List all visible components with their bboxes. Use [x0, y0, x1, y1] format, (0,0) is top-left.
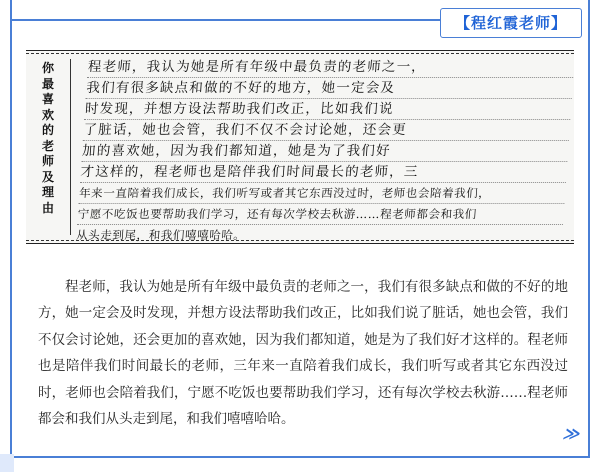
scan-top-dashed-line	[26, 53, 574, 54]
transcription-paragraph: 程老师，我认为她是所有年级中最负责的老师之一，我们有很多缺点和做的不好的地方，她一定会及时发现，并想方设法帮助我们改正，比如我们说了脏话，她也会管，我们不仅会讨论她，还会更加的喜欢她，因为我们都知道，她是为了我们好才这样的。程老师也是陪伴我们时间最长的老师，三年来一直陪着我们成长，我们听写或者其它东西没过时，老师也会陪着我们，宁愿不吃饭也要帮助我们学习，还有每次学校去秋游……程老师都会和我们从头走到尾，和我们嘻嘻哈哈。	[38, 278, 568, 428]
scan-label-column	[26, 59, 71, 235]
handwritten-line: 程老师，我认为她是所有年级中最负责的老师之一，	[87, 57, 574, 78]
handwritten-line: 年来一直陪着我们成长，我们听写或者其它东西没过时，老师也会陪着我们，	[78, 183, 565, 204]
corner-decoration	[0, 454, 14, 472]
scan-label: 你最喜欢的老师及理由	[41, 61, 54, 215]
handwritten-line: 时发现，并想方设法帮助我们改正，比如我们说	[84, 99, 571, 120]
handwritten-scan	[26, 50, 574, 244]
handwritten-text	[75, 57, 574, 244]
double-chevron-right-icon: ≫	[560, 424, 582, 443]
card-frame	[10, 0, 590, 458]
handwritten-line: 我们有很多缺点和做的不好的地方，她一定会及	[86, 78, 573, 99]
handwritten-line: 宁愿不吃饭也要帮助我们学习，还有每次学校去秋游……程老师都会和我们	[77, 204, 564, 225]
handwritten-line: 从头走到尾，和我们嘻嘻哈哈。	[75, 225, 562, 244]
handwritten-line: 了脏话，她也会管，我们不仅不会讨论她，还会更	[83, 120, 570, 141]
handwritten-line: 加的喜欢她，因为我们都知道，她是为了我们好	[81, 141, 568, 162]
header-divider	[12, 19, 462, 21]
scan-bottom-dashed-line	[26, 240, 574, 241]
teacher-name-badge: 【程红霞老师】	[440, 8, 582, 38]
handwritten-line: 才这样的，程老师也是陪伴我们时间最长的老师，三	[80, 162, 567, 183]
